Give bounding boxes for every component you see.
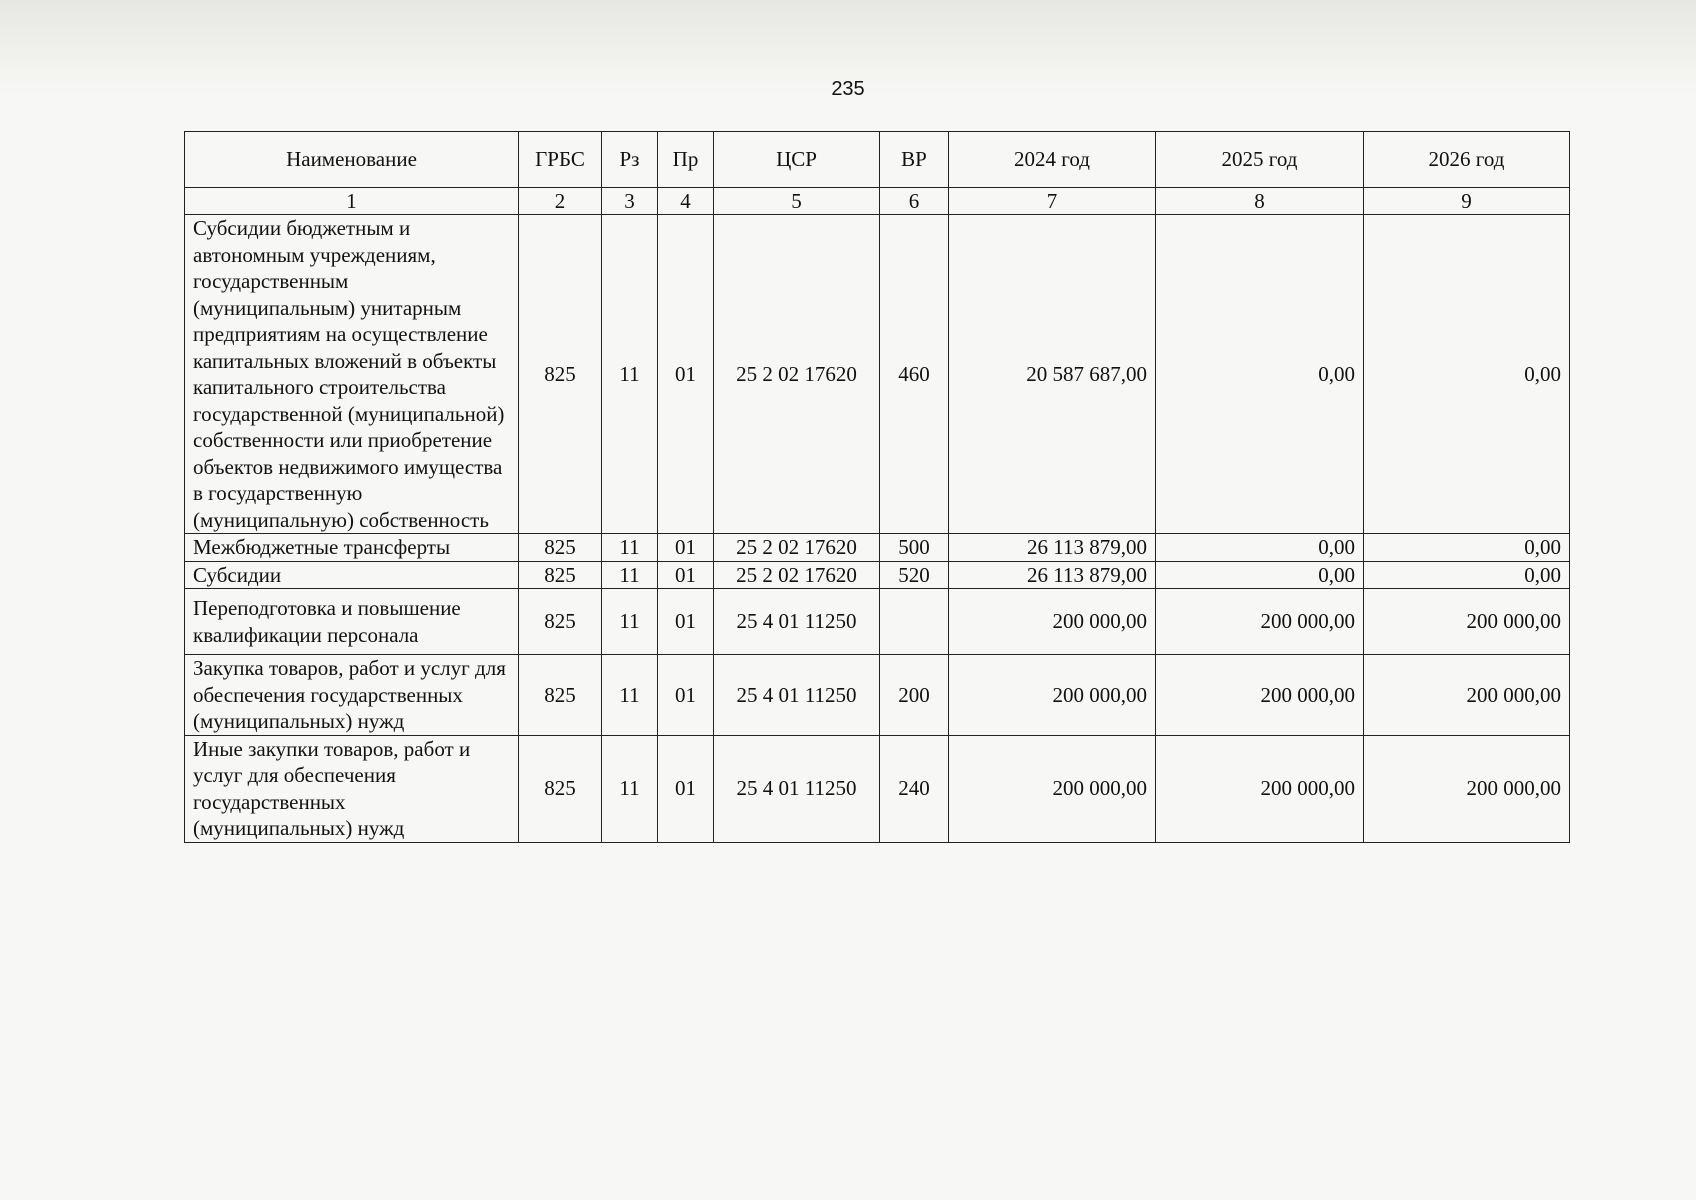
csr-cell: 25 2 02 17620: [714, 215, 880, 534]
row-name: Закупка товаров, работ и услуг для обеспечения государственных (муниципальных) нужд: [185, 655, 519, 736]
csr-cell: 25 2 02 17620: [714, 534, 880, 562]
amount-2026: 0,00: [1364, 215, 1570, 534]
header-cell: 2026 год: [1364, 132, 1570, 188]
grbs-cell: 825: [519, 215, 602, 534]
amount-2026: 0,00: [1364, 534, 1570, 562]
amount-2026: 0,00: [1364, 561, 1570, 589]
amount-2024: 20 587 687,00: [949, 215, 1156, 534]
header-cell: Рз: [602, 132, 658, 188]
column-number: 5: [714, 188, 880, 215]
row-name: Субсидии бюджетным и автономным учреждениям, государственным (муниципальным) унитарным предприятиям на осуществление капитальных вложений в объекты капитального строительства государственной (муниципальной) собственности или приобретение объектов недвижимого имущества в государственную (муниципальную) собственность: [185, 215, 519, 534]
rz-cell: 11: [602, 655, 658, 736]
amount-2026: 200 000,00: [1364, 589, 1570, 655]
table-row: [185, 735, 1570, 842]
pr-cell: 01: [658, 589, 714, 655]
pr-cell: 01: [658, 655, 714, 736]
header-cell: 2024 год: [949, 132, 1156, 188]
table-row: [185, 534, 1570, 562]
vr-cell: 240: [880, 735, 949, 842]
pr-cell: 01: [658, 561, 714, 589]
vr-cell: 200: [880, 655, 949, 736]
amount-2024: 200 000,00: [949, 735, 1156, 842]
row-name: Межбюджетные трансферты: [185, 534, 519, 562]
vr-cell: 500: [880, 534, 949, 562]
amount-2024: 26 113 879,00: [949, 561, 1156, 589]
table-row: [185, 655, 1570, 736]
table-row: [185, 561, 1570, 589]
column-number: 1: [185, 188, 519, 215]
header-cell: Наименование: [185, 132, 519, 188]
column-number: 6: [880, 188, 949, 215]
column-number: 8: [1156, 188, 1364, 215]
header-cell: ЦСР: [714, 132, 880, 188]
amount-2024: 26 113 879,00: [949, 534, 1156, 562]
amount-2026: 200 000,00: [1364, 655, 1570, 736]
vr-cell: 460: [880, 215, 949, 534]
header-cell: ВР: [880, 132, 949, 188]
rz-cell: 11: [602, 215, 658, 534]
column-number: 2: [519, 188, 602, 215]
grbs-cell: 825: [519, 534, 602, 562]
grbs-cell: 825: [519, 735, 602, 842]
header-cell: Пр: [658, 132, 714, 188]
row-name: Иные закупки товаров, работ и услуг для обеспечения государственных (муниципальных) нужд: [185, 735, 519, 842]
amount-2025: 200 000,00: [1156, 735, 1364, 842]
row-name: Переподготовка и повышение квалификации персонала: [185, 589, 519, 655]
pr-cell: 01: [658, 215, 714, 534]
amount-2025: 0,00: [1156, 215, 1364, 534]
amount-2026: 200 000,00: [1364, 735, 1570, 842]
table-row: [185, 215, 1570, 534]
amount-2025: 0,00: [1156, 561, 1364, 589]
page-number: 235: [831, 78, 865, 100]
pr-cell: 01: [658, 534, 714, 562]
amount-2025: 200 000,00: [1156, 655, 1364, 736]
csr-cell: 25 4 01 11250: [714, 589, 880, 655]
header-cell: 2025 год: [1156, 132, 1364, 188]
csr-cell: 25 2 02 17620: [714, 561, 880, 589]
amount-2025: 200 000,00: [1156, 589, 1364, 655]
rz-cell: 11: [602, 735, 658, 842]
column-number: 9: [1364, 188, 1570, 215]
rz-cell: 11: [602, 561, 658, 589]
grbs-cell: 825: [519, 655, 602, 736]
table-row: [185, 589, 1570, 655]
pr-cell: 01: [658, 735, 714, 842]
budget-table: [184, 131, 1570, 843]
amount-2024: 200 000,00: [949, 655, 1156, 736]
grbs-cell: 825: [519, 561, 602, 589]
amount-2024: 200 000,00: [949, 589, 1156, 655]
rz-cell: 11: [602, 534, 658, 562]
column-number-row: [185, 188, 1570, 215]
header-cell: ГРБС: [519, 132, 602, 188]
row-name: Субсидии: [185, 561, 519, 589]
csr-cell: 25 4 01 11250: [714, 735, 880, 842]
vr-cell: 520: [880, 561, 949, 589]
header-row: [185, 132, 1570, 188]
amount-2025: 0,00: [1156, 534, 1364, 562]
rz-cell: 11: [602, 589, 658, 655]
vr-cell: [880, 589, 949, 655]
csr-cell: 25 4 01 11250: [714, 655, 880, 736]
column-number: 4: [658, 188, 714, 215]
column-number: 3: [602, 188, 658, 215]
column-number: 7: [949, 188, 1156, 215]
grbs-cell: 825: [519, 589, 602, 655]
